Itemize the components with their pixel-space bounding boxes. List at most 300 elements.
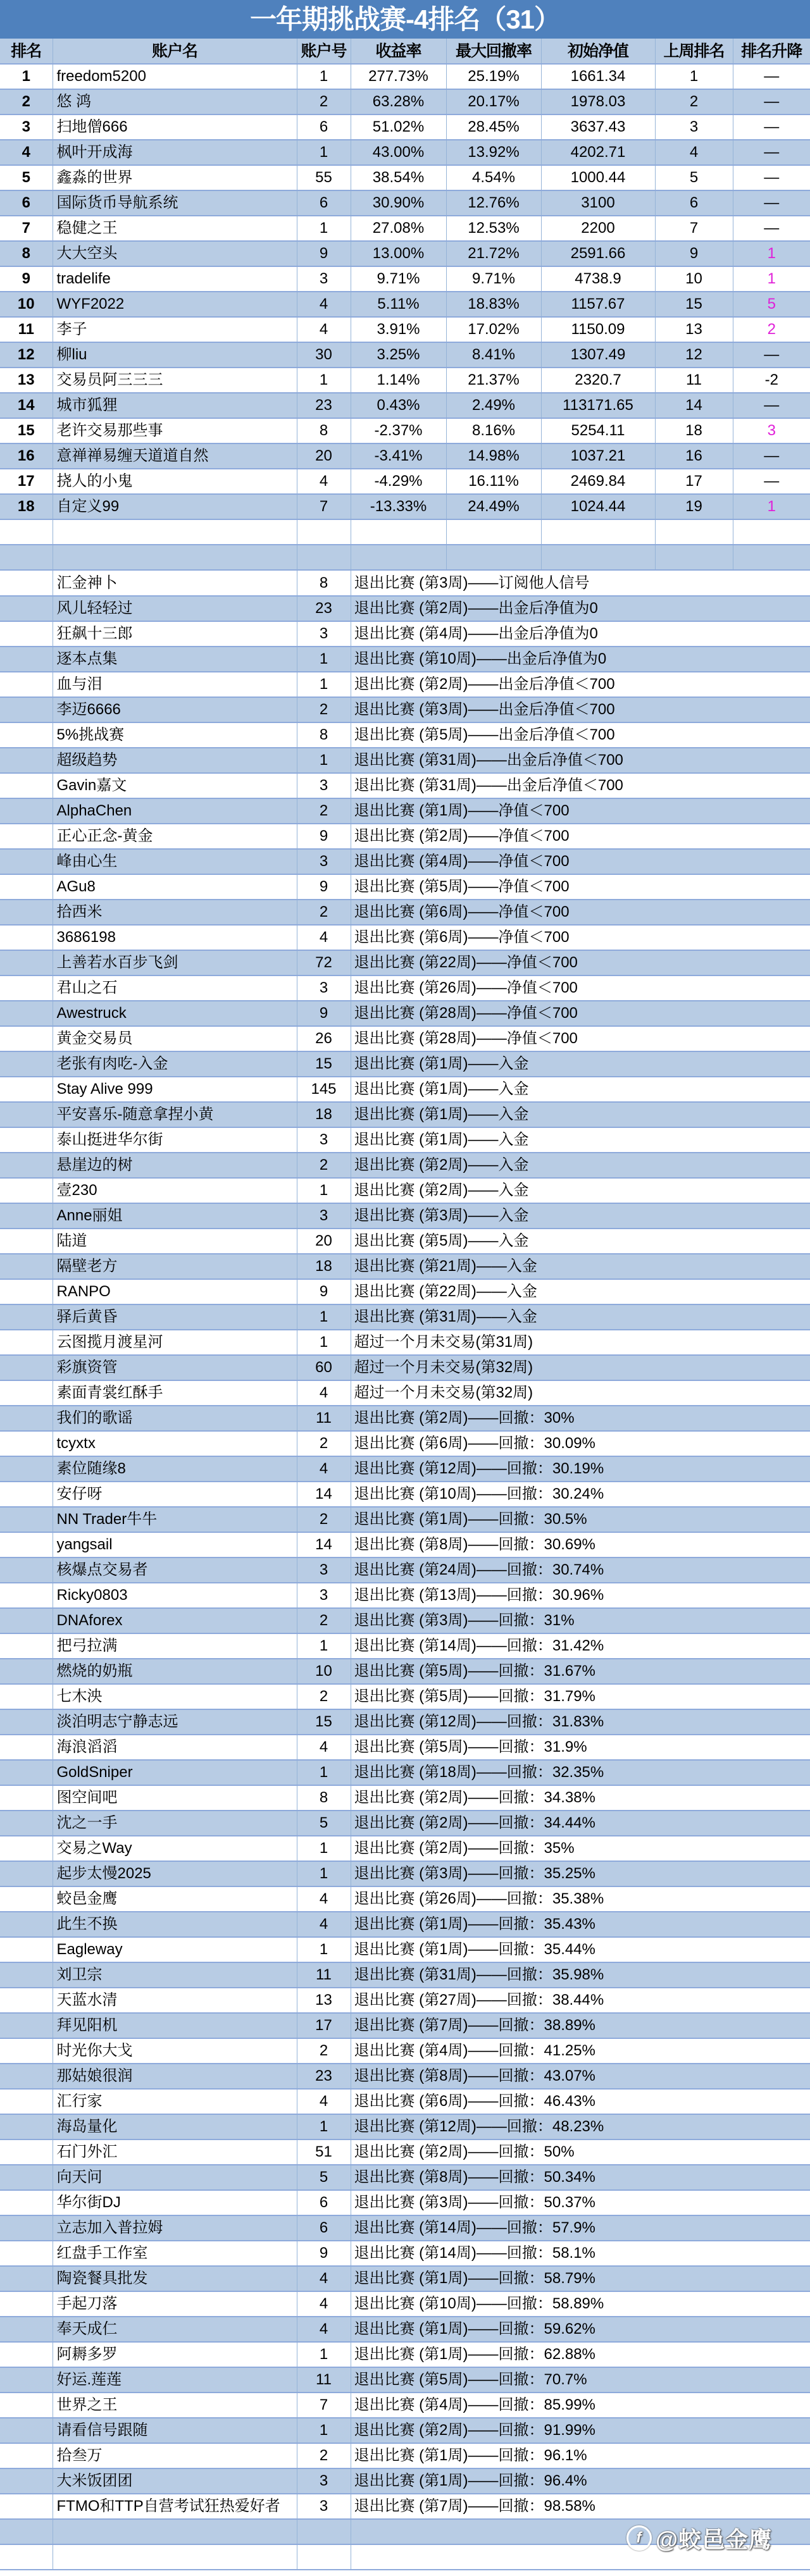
blank-cell bbox=[0, 519, 53, 545]
ranking-row bbox=[0, 115, 810, 140]
account-number-cell: 1 bbox=[297, 1633, 351, 1659]
exit-status-cell: 退出比赛 (第12周)——回撤：30.19% bbox=[351, 1456, 810, 1482]
empty-rank-cell bbox=[0, 1861, 53, 1886]
rank-cell: 15 bbox=[0, 418, 53, 443]
account-name-cell: 泰山挺进华尔街 bbox=[53, 1127, 297, 1153]
account-name-cell: DNAforex bbox=[53, 1608, 297, 1633]
return-rate-cell: 277.73% bbox=[351, 64, 446, 89]
empty-rank-cell bbox=[0, 925, 53, 950]
last-week-rank-cell: 5 bbox=[655, 165, 733, 190]
eliminated-row bbox=[0, 2291, 810, 2317]
eliminated-row bbox=[0, 874, 810, 900]
account-name-cell: 国际货币导航系统 bbox=[53, 190, 297, 216]
exit-status-cell: 退出比赛 (第1周)——净值＜700 bbox=[351, 798, 810, 824]
eliminated-row bbox=[0, 1203, 810, 1229]
exit-status-cell: 退出比赛 (第4周)——出金后净值为0 bbox=[351, 621, 810, 647]
empty-rank-cell bbox=[0, 1583, 53, 1608]
account-number-cell: 4 bbox=[297, 317, 351, 342]
last-week-rank-cell: 10 bbox=[655, 266, 733, 292]
account-number-cell: 9 bbox=[297, 2241, 351, 2266]
blank-cell bbox=[297, 519, 351, 545]
empty-rank-cell bbox=[0, 697, 53, 722]
exit-status-cell: 退出比赛 (第2周)——回撤：91.99% bbox=[351, 2418, 810, 2443]
empty-rank-cell bbox=[0, 621, 53, 647]
eliminated-row bbox=[0, 1608, 810, 1633]
account-number-cell: 3 bbox=[297, 975, 351, 1001]
max-drawdown-cell: 21.37% bbox=[446, 368, 541, 393]
account-name-cell: 拾叁万 bbox=[53, 2443, 297, 2468]
exit-status-cell: 退出比赛 (第7周)——回撤：38.89% bbox=[351, 2013, 810, 2038]
exit-status-cell: 退出比赛 (第6周)——回撤：46.43% bbox=[351, 2089, 810, 2114]
empty-rank-cell bbox=[0, 1001, 53, 1026]
eliminated-row bbox=[0, 571, 810, 596]
rank-change-cell: 5 bbox=[733, 292, 810, 317]
last-week-rank-cell: 17 bbox=[655, 469, 733, 494]
empty-rank-cell bbox=[0, 1127, 53, 1153]
exit-status-cell: 退出比赛 (第2周)——净值＜700 bbox=[351, 824, 810, 849]
rank-change-cell: 1 bbox=[733, 266, 810, 292]
max-drawdown-cell: 14.98% bbox=[446, 443, 541, 469]
rank-cell: 18 bbox=[0, 494, 53, 519]
watermark-text: @蛟邑金鹰 bbox=[656, 2526, 773, 2553]
max-drawdown-cell: 25.19% bbox=[446, 64, 541, 89]
account-number-cell: 1 bbox=[297, 672, 351, 697]
eliminated-row bbox=[0, 2494, 810, 2519]
account-name-cell: 黄金交易员 bbox=[53, 1026, 297, 1051]
account-name-cell: 海浪滔滔 bbox=[53, 1735, 297, 1760]
account-name-cell: 3686198 bbox=[53, 925, 297, 950]
rank-change-cell: — bbox=[733, 115, 810, 140]
exit-status-cell: 退出比赛 (第1周)——入金 bbox=[351, 1102, 810, 1127]
exit-status-cell: 退出比赛 (第4周)——回撤：41.25% bbox=[351, 2038, 810, 2064]
exit-status-cell: 退出比赛 (第22周)——入金 bbox=[351, 1279, 810, 1304]
rank-change-cell: — bbox=[733, 190, 810, 216]
eliminated-row bbox=[0, 1482, 810, 1507]
account-name-cell: 拾西米 bbox=[53, 900, 297, 925]
account-name-cell: 李子 bbox=[53, 317, 297, 342]
eliminated-row bbox=[0, 975, 810, 1001]
empty-rank-cell bbox=[0, 773, 53, 798]
account-number-cell: 1 bbox=[297, 1304, 351, 1330]
empty-rank-cell bbox=[0, 1532, 53, 1557]
account-name-cell: yangsail bbox=[53, 1532, 297, 1557]
max-drawdown-cell: 16.11% bbox=[446, 469, 541, 494]
rank-cell: 6 bbox=[0, 190, 53, 216]
initial-equity-cell: 1661.34 bbox=[541, 64, 655, 89]
account-number-cell: 3 bbox=[297, 266, 351, 292]
account-name-cell: 那姑娘很润 bbox=[53, 2064, 297, 2089]
max-drawdown-cell: 12.53% bbox=[446, 216, 541, 241]
account-name-cell: Awestruck bbox=[53, 1001, 297, 1026]
empty-rank-cell bbox=[0, 571, 53, 596]
blank-cell bbox=[351, 519, 446, 545]
account-number-cell: 15 bbox=[297, 1709, 351, 1735]
exit-status-cell: 退出比赛 (第4周)——回撤：85.99% bbox=[351, 2393, 810, 2418]
blank-cell bbox=[0, 2544, 53, 2570]
rank-cell: 3 bbox=[0, 115, 53, 140]
eliminated-row bbox=[0, 2064, 810, 2089]
exit-status-cell: 退出比赛 (第1周)——回撤：58.79% bbox=[351, 2266, 810, 2291]
blank-cell bbox=[446, 519, 541, 545]
eliminated-row bbox=[0, 1709, 810, 1735]
empty-rank-cell bbox=[0, 1229, 53, 1254]
empty-rank-cell bbox=[0, 798, 53, 824]
account-name-cell: 核爆点交易者 bbox=[53, 1557, 297, 1583]
account-name-cell: 老许交易那些事 bbox=[53, 418, 297, 443]
blank-cell bbox=[53, 2544, 297, 2570]
empty-rank-cell bbox=[0, 2064, 53, 2089]
exit-status-cell: 退出比赛 (第1周)——回撤：59.62% bbox=[351, 2317, 810, 2342]
blank-cell bbox=[733, 519, 810, 545]
exit-status-cell: 退出比赛 (第5周)——回撤：70.7% bbox=[351, 2367, 810, 2393]
exit-status-cell: 退出比赛 (第8周)——回撤：50.34% bbox=[351, 2165, 810, 2190]
account-number-cell: 1 bbox=[297, 1330, 351, 1355]
column-header: 初始净值 bbox=[541, 39, 655, 64]
eliminated-row bbox=[0, 2190, 810, 2215]
account-number-cell: 145 bbox=[297, 1077, 351, 1102]
exit-status-cell: 退出比赛 (第28周)——净值＜700 bbox=[351, 1026, 810, 1051]
rank-cell: 1 bbox=[0, 64, 53, 89]
account-number-cell: 9 bbox=[297, 874, 351, 900]
account-number-cell: 8 bbox=[297, 1785, 351, 1811]
account-name-cell: 请看信号跟随 bbox=[53, 2418, 297, 2443]
account-number-cell: 3 bbox=[297, 1203, 351, 1229]
account-number-cell: 4 bbox=[297, 1456, 351, 1482]
account-number-cell: 6 bbox=[297, 115, 351, 140]
account-name-cell: 立志加入普拉姆 bbox=[53, 2215, 297, 2241]
max-drawdown-cell: 17.02% bbox=[446, 317, 541, 342]
account-number-cell: 2 bbox=[297, 900, 351, 925]
account-number-cell: 1 bbox=[297, 2418, 351, 2443]
empty-rank-cell bbox=[0, 1482, 53, 1507]
rank-change-cell: -2 bbox=[733, 368, 810, 393]
eliminated-row bbox=[0, 1178, 810, 1203]
eliminated-row bbox=[0, 2139, 810, 2165]
empty-rank-cell bbox=[0, 2215, 53, 2241]
account-name-cell: 此生不换 bbox=[53, 1912, 297, 1937]
empty-rank-cell bbox=[0, 975, 53, 1001]
empty-rank-cell bbox=[0, 1355, 53, 1380]
empty-rank-cell bbox=[0, 1380, 53, 1406]
initial-equity-cell: 1150.09 bbox=[541, 317, 655, 342]
initial-equity-cell: 1157.67 bbox=[541, 292, 655, 317]
exit-status-cell: 退出比赛 (第10周)——出金后净值为0 bbox=[351, 647, 810, 672]
empty-rank-cell bbox=[0, 1608, 53, 1633]
blank-cell bbox=[541, 545, 655, 570]
exit-status-cell: 退出比赛 (第22周)——净值＜700 bbox=[351, 950, 810, 975]
eliminated-row bbox=[0, 849, 810, 874]
empty-rank-cell bbox=[0, 2393, 53, 2418]
ranking-row bbox=[0, 342, 810, 368]
return-rate-cell: 43.00% bbox=[351, 140, 446, 165]
ranking-row bbox=[0, 266, 810, 292]
empty-rank-cell bbox=[0, 1431, 53, 1456]
rank-change-cell: — bbox=[733, 165, 810, 190]
exit-status-cell: 退出比赛 (第6周)——净值＜700 bbox=[351, 900, 810, 925]
account-number-cell: 18 bbox=[297, 1102, 351, 1127]
account-name-cell: 鑫淼的世界 bbox=[53, 165, 297, 190]
ranking-row bbox=[0, 393, 810, 418]
account-number-cell: 4 bbox=[297, 292, 351, 317]
account-name-cell: 手起刀落 bbox=[53, 2291, 297, 2317]
eliminated-row bbox=[0, 1937, 810, 1962]
eliminated-row bbox=[0, 2013, 810, 2038]
eliminated-row bbox=[0, 1051, 810, 1077]
account-number-cell: 20 bbox=[297, 443, 351, 469]
ranking-row bbox=[0, 317, 810, 342]
eliminated-row bbox=[0, 1380, 810, 1406]
account-name-cell: 交易员阿三三三 bbox=[53, 368, 297, 393]
eliminated-row bbox=[0, 1026, 810, 1051]
exit-status-cell: 退出比赛 (第1周)——回撤：96.4% bbox=[351, 2468, 810, 2494]
eliminated-row bbox=[0, 773, 810, 798]
exit-status-cell: 退出比赛 (第2周)——入金 bbox=[351, 1178, 810, 1203]
empty-rank-cell bbox=[0, 748, 53, 773]
max-drawdown-cell: 21.72% bbox=[446, 241, 541, 266]
ranking-row bbox=[0, 494, 810, 519]
eliminated-row bbox=[0, 596, 810, 621]
max-drawdown-cell: 4.54% bbox=[446, 165, 541, 190]
return-rate-cell: 38.54% bbox=[351, 165, 446, 190]
account-name-cell: 华尔街DJ bbox=[53, 2190, 297, 2215]
exit-status-cell: 退出比赛 (第14周)——回撤：58.1% bbox=[351, 2241, 810, 2266]
blank-cell bbox=[297, 545, 351, 570]
account-name-cell: 大大空头 bbox=[53, 241, 297, 266]
empty-rank-cell bbox=[0, 2291, 53, 2317]
account-number-cell: 5 bbox=[297, 1811, 351, 1836]
empty-rank-cell bbox=[0, 1102, 53, 1127]
account-name-cell: 上善若水百步飞剑 bbox=[53, 950, 297, 975]
ranking-row bbox=[0, 368, 810, 393]
initial-equity-cell: 3637.43 bbox=[541, 115, 655, 140]
exit-status-cell: 退出比赛 (第18周)——回撤：32.35% bbox=[351, 1760, 810, 1785]
rank-change-cell: — bbox=[733, 469, 810, 494]
last-week-rank-cell: 15 bbox=[655, 292, 733, 317]
exit-status-cell: 退出比赛 (第1周)——入金 bbox=[351, 1077, 810, 1102]
header-row bbox=[0, 39, 810, 64]
column-header: 上周排名 bbox=[655, 39, 733, 64]
empty-rank-cell bbox=[0, 1988, 53, 2013]
exit-status-cell: 退出比赛 (第6周)——回撤：30.09% bbox=[351, 1431, 810, 1456]
eliminated-row bbox=[0, 748, 810, 773]
last-week-rank-cell: 1 bbox=[655, 64, 733, 89]
ranking-row bbox=[0, 165, 810, 190]
account-name-cell: 狂飙十三郎 bbox=[53, 621, 297, 647]
account-number-cell: 13 bbox=[297, 1988, 351, 2013]
account-name-cell: 扫地僧666 bbox=[53, 115, 297, 140]
initial-equity-cell: 2591.66 bbox=[541, 241, 655, 266]
last-week-rank-cell: 16 bbox=[655, 443, 733, 469]
eliminated-row bbox=[0, 1153, 810, 1178]
account-name-cell: 正心正念-黄金 bbox=[53, 824, 297, 849]
rank-change-cell: — bbox=[733, 64, 810, 89]
eliminated-row bbox=[0, 2266, 810, 2291]
account-number-cell: 14 bbox=[297, 1482, 351, 1507]
account-name-cell: NN Trader牛牛 bbox=[53, 1507, 297, 1532]
empty-rank-cell bbox=[0, 2418, 53, 2443]
account-number-cell: 3 bbox=[297, 1127, 351, 1153]
empty-rank-cell bbox=[0, 1709, 53, 1735]
eliminated-row bbox=[0, 798, 810, 824]
account-number-cell: 9 bbox=[297, 1279, 351, 1304]
exit-status-cell: 退出比赛 (第1周)——回撤：35.44% bbox=[351, 1937, 810, 1962]
last-week-rank-cell: 4 bbox=[655, 140, 733, 165]
eliminated-row bbox=[0, 1127, 810, 1153]
account-number-cell: 4 bbox=[297, 1912, 351, 1937]
exit-status-cell: 退出比赛 (第2周)——出金后净值＜700 bbox=[351, 672, 810, 697]
blank-cell bbox=[351, 545, 446, 570]
account-name-cell: Eagleway bbox=[53, 1937, 297, 1962]
eliminated-row bbox=[0, 1760, 810, 1785]
eliminated-row bbox=[0, 2038, 810, 2064]
initial-equity-cell: 3100 bbox=[541, 190, 655, 216]
account-name-cell: 5%挑战赛 bbox=[53, 722, 297, 748]
exit-status-cell: 退出比赛 (第8周)——回撤：43.07% bbox=[351, 2064, 810, 2089]
weibo-logo-icon: f bbox=[626, 2525, 652, 2551]
account-number-cell: 1 bbox=[297, 1937, 351, 1962]
empty-rank-cell bbox=[0, 824, 53, 849]
exit-status-cell: 退出比赛 (第2周)——回撤：30% bbox=[351, 1406, 810, 1431]
last-week-rank-cell: 12 bbox=[655, 342, 733, 368]
max-drawdown-cell: 12.76% bbox=[446, 190, 541, 216]
account-name-cell: 柳liu bbox=[53, 342, 297, 368]
rank-change-cell: 1 bbox=[733, 241, 810, 266]
exit-status-cell: 退出比赛 (第2周)——回撤：50% bbox=[351, 2139, 810, 2165]
account-number-cell: 9 bbox=[297, 1001, 351, 1026]
empty-rank-cell bbox=[0, 672, 53, 697]
account-number-cell: 9 bbox=[297, 241, 351, 266]
max-drawdown-cell: 9.71% bbox=[446, 266, 541, 292]
account-number-cell: 4 bbox=[297, 1735, 351, 1760]
rank-change-cell: 1 bbox=[733, 494, 810, 519]
rank-cell: 13 bbox=[0, 368, 53, 393]
account-name-cell: Stay Alive 999 bbox=[53, 1077, 297, 1102]
rank-change-cell: — bbox=[733, 443, 810, 469]
return-rate-cell: 9.71% bbox=[351, 266, 446, 292]
ranking-table bbox=[0, 39, 810, 571]
exit-status-cell: 退出比赛 (第5周)——入金 bbox=[351, 1229, 810, 1254]
account-number-cell: 1 bbox=[297, 1836, 351, 1861]
account-name-cell: 稳健之王 bbox=[53, 216, 297, 241]
account-number-cell: 4 bbox=[297, 2089, 351, 2114]
ranking-row bbox=[0, 89, 810, 115]
empty-rank-cell bbox=[0, 2468, 53, 2494]
eliminated-row bbox=[0, 2393, 810, 2418]
eliminated-row bbox=[0, 1279, 810, 1304]
blank-row bbox=[0, 545, 810, 570]
account-number-cell: 1 bbox=[297, 2114, 351, 2139]
account-number-cell: 23 bbox=[297, 393, 351, 418]
exit-status-cell: 退出比赛 (第5周)——回撤：31.67% bbox=[351, 1659, 810, 1684]
account-number-cell: 8 bbox=[297, 418, 351, 443]
account-name-cell: 沈之一手 bbox=[53, 1811, 297, 1836]
account-name-cell: GoldSniper bbox=[53, 1760, 297, 1785]
exit-status-cell: 退出比赛 (第6周)——净值＜700 bbox=[351, 925, 810, 950]
empty-rank-cell bbox=[0, 2367, 53, 2393]
empty-rank-cell bbox=[0, 1203, 53, 1229]
eliminated-row bbox=[0, 1659, 810, 1684]
empty-rank-cell bbox=[0, 1684, 53, 1709]
account-number-cell: 1 bbox=[297, 1861, 351, 1886]
account-name-cell: 陶瓷餐具批发 bbox=[53, 2266, 297, 2291]
account-name-cell: 君山之石 bbox=[53, 975, 297, 1001]
account-number-cell: 4 bbox=[297, 1380, 351, 1406]
return-rate-cell: -13.33% bbox=[351, 494, 446, 519]
account-name-cell: 自定义99 bbox=[53, 494, 297, 519]
ranking-row bbox=[0, 443, 810, 469]
empty-rank-cell bbox=[0, 849, 53, 874]
exit-status-cell: 退出比赛 (第14周)——回撤：57.9% bbox=[351, 2215, 810, 2241]
empty-rank-cell bbox=[0, 1836, 53, 1861]
eliminated-row bbox=[0, 1330, 810, 1355]
account-number-cell: 3 bbox=[297, 1557, 351, 1583]
account-number-cell: 4 bbox=[297, 2317, 351, 2342]
blank-cell bbox=[446, 545, 541, 570]
eliminated-row bbox=[0, 2367, 810, 2393]
empty-rank-cell bbox=[0, 1406, 53, 1431]
account-name-cell: 城市狐狸 bbox=[53, 393, 297, 418]
eliminated-row bbox=[0, 1962, 810, 1988]
eliminated-row bbox=[0, 2165, 810, 2190]
exit-status-cell: 退出比赛 (第2周)——出金后净值为0 bbox=[351, 596, 810, 621]
account-name-cell: AGu8 bbox=[53, 874, 297, 900]
max-drawdown-cell: 8.41% bbox=[446, 342, 541, 368]
eliminated-row bbox=[0, 2241, 810, 2266]
initial-equity-cell: 1307.49 bbox=[541, 342, 655, 368]
initial-equity-cell: 2320.7 bbox=[541, 368, 655, 393]
account-number-cell: 3 bbox=[297, 2468, 351, 2494]
exit-status-cell: 退出比赛 (第3周)——入金 bbox=[351, 1203, 810, 1229]
account-number-cell: 2 bbox=[297, 1608, 351, 1633]
exit-status-cell: 退出比赛 (第27周)——回撤：38.44% bbox=[351, 1988, 810, 2013]
account-name-cell: 刘卫宗 bbox=[53, 1962, 297, 1988]
account-number-cell: 23 bbox=[297, 596, 351, 621]
account-number-cell: 2 bbox=[297, 697, 351, 722]
blank-cell bbox=[53, 2519, 297, 2544]
account-name-cell: 平安喜乐-随意拿捏小黄 bbox=[53, 1102, 297, 1127]
exit-status-cell: 退出比赛 (第31周)——出金后净值＜700 bbox=[351, 748, 810, 773]
empty-rank-cell bbox=[0, 1633, 53, 1659]
return-rate-cell: 1.14% bbox=[351, 368, 446, 393]
last-week-rank-cell: 13 bbox=[655, 317, 733, 342]
rank-cell: 8 bbox=[0, 241, 53, 266]
account-number-cell: 60 bbox=[297, 1355, 351, 1380]
eliminated-row bbox=[0, 1912, 810, 1937]
exit-status-cell: 退出比赛 (第2周)——回撤：34.44% bbox=[351, 1811, 810, 1836]
eliminated-row bbox=[0, 2468, 810, 2494]
account-name-cell: 拜见阳机 bbox=[53, 2013, 297, 2038]
account-number-cell: 30 bbox=[297, 342, 351, 368]
account-name-cell: 海岛量化 bbox=[53, 2114, 297, 2139]
return-rate-cell: -2.37% bbox=[351, 418, 446, 443]
account-name-cell: 世界之王 bbox=[53, 2393, 297, 2418]
eliminated-row bbox=[0, 1102, 810, 1127]
account-number-cell: 11 bbox=[297, 2367, 351, 2393]
rank-cell: 14 bbox=[0, 393, 53, 418]
rank-cell: 10 bbox=[0, 292, 53, 317]
account-number-cell: 10 bbox=[297, 1659, 351, 1684]
eliminated-row bbox=[0, 1077, 810, 1102]
rank-cell: 4 bbox=[0, 140, 53, 165]
account-name-cell: 云图揽月渡星河 bbox=[53, 1330, 297, 1355]
account-name-cell: FTMO和TTP自营考试狂热爱好者 bbox=[53, 2494, 297, 2519]
account-number-cell: 11 bbox=[297, 1406, 351, 1431]
empty-rank-cell bbox=[0, 2139, 53, 2165]
eliminated-row bbox=[0, 1532, 810, 1557]
ranking-row bbox=[0, 140, 810, 165]
account-name-cell: 图空间吧 bbox=[53, 1785, 297, 1811]
account-name-cell: freedom5200 bbox=[53, 64, 297, 89]
